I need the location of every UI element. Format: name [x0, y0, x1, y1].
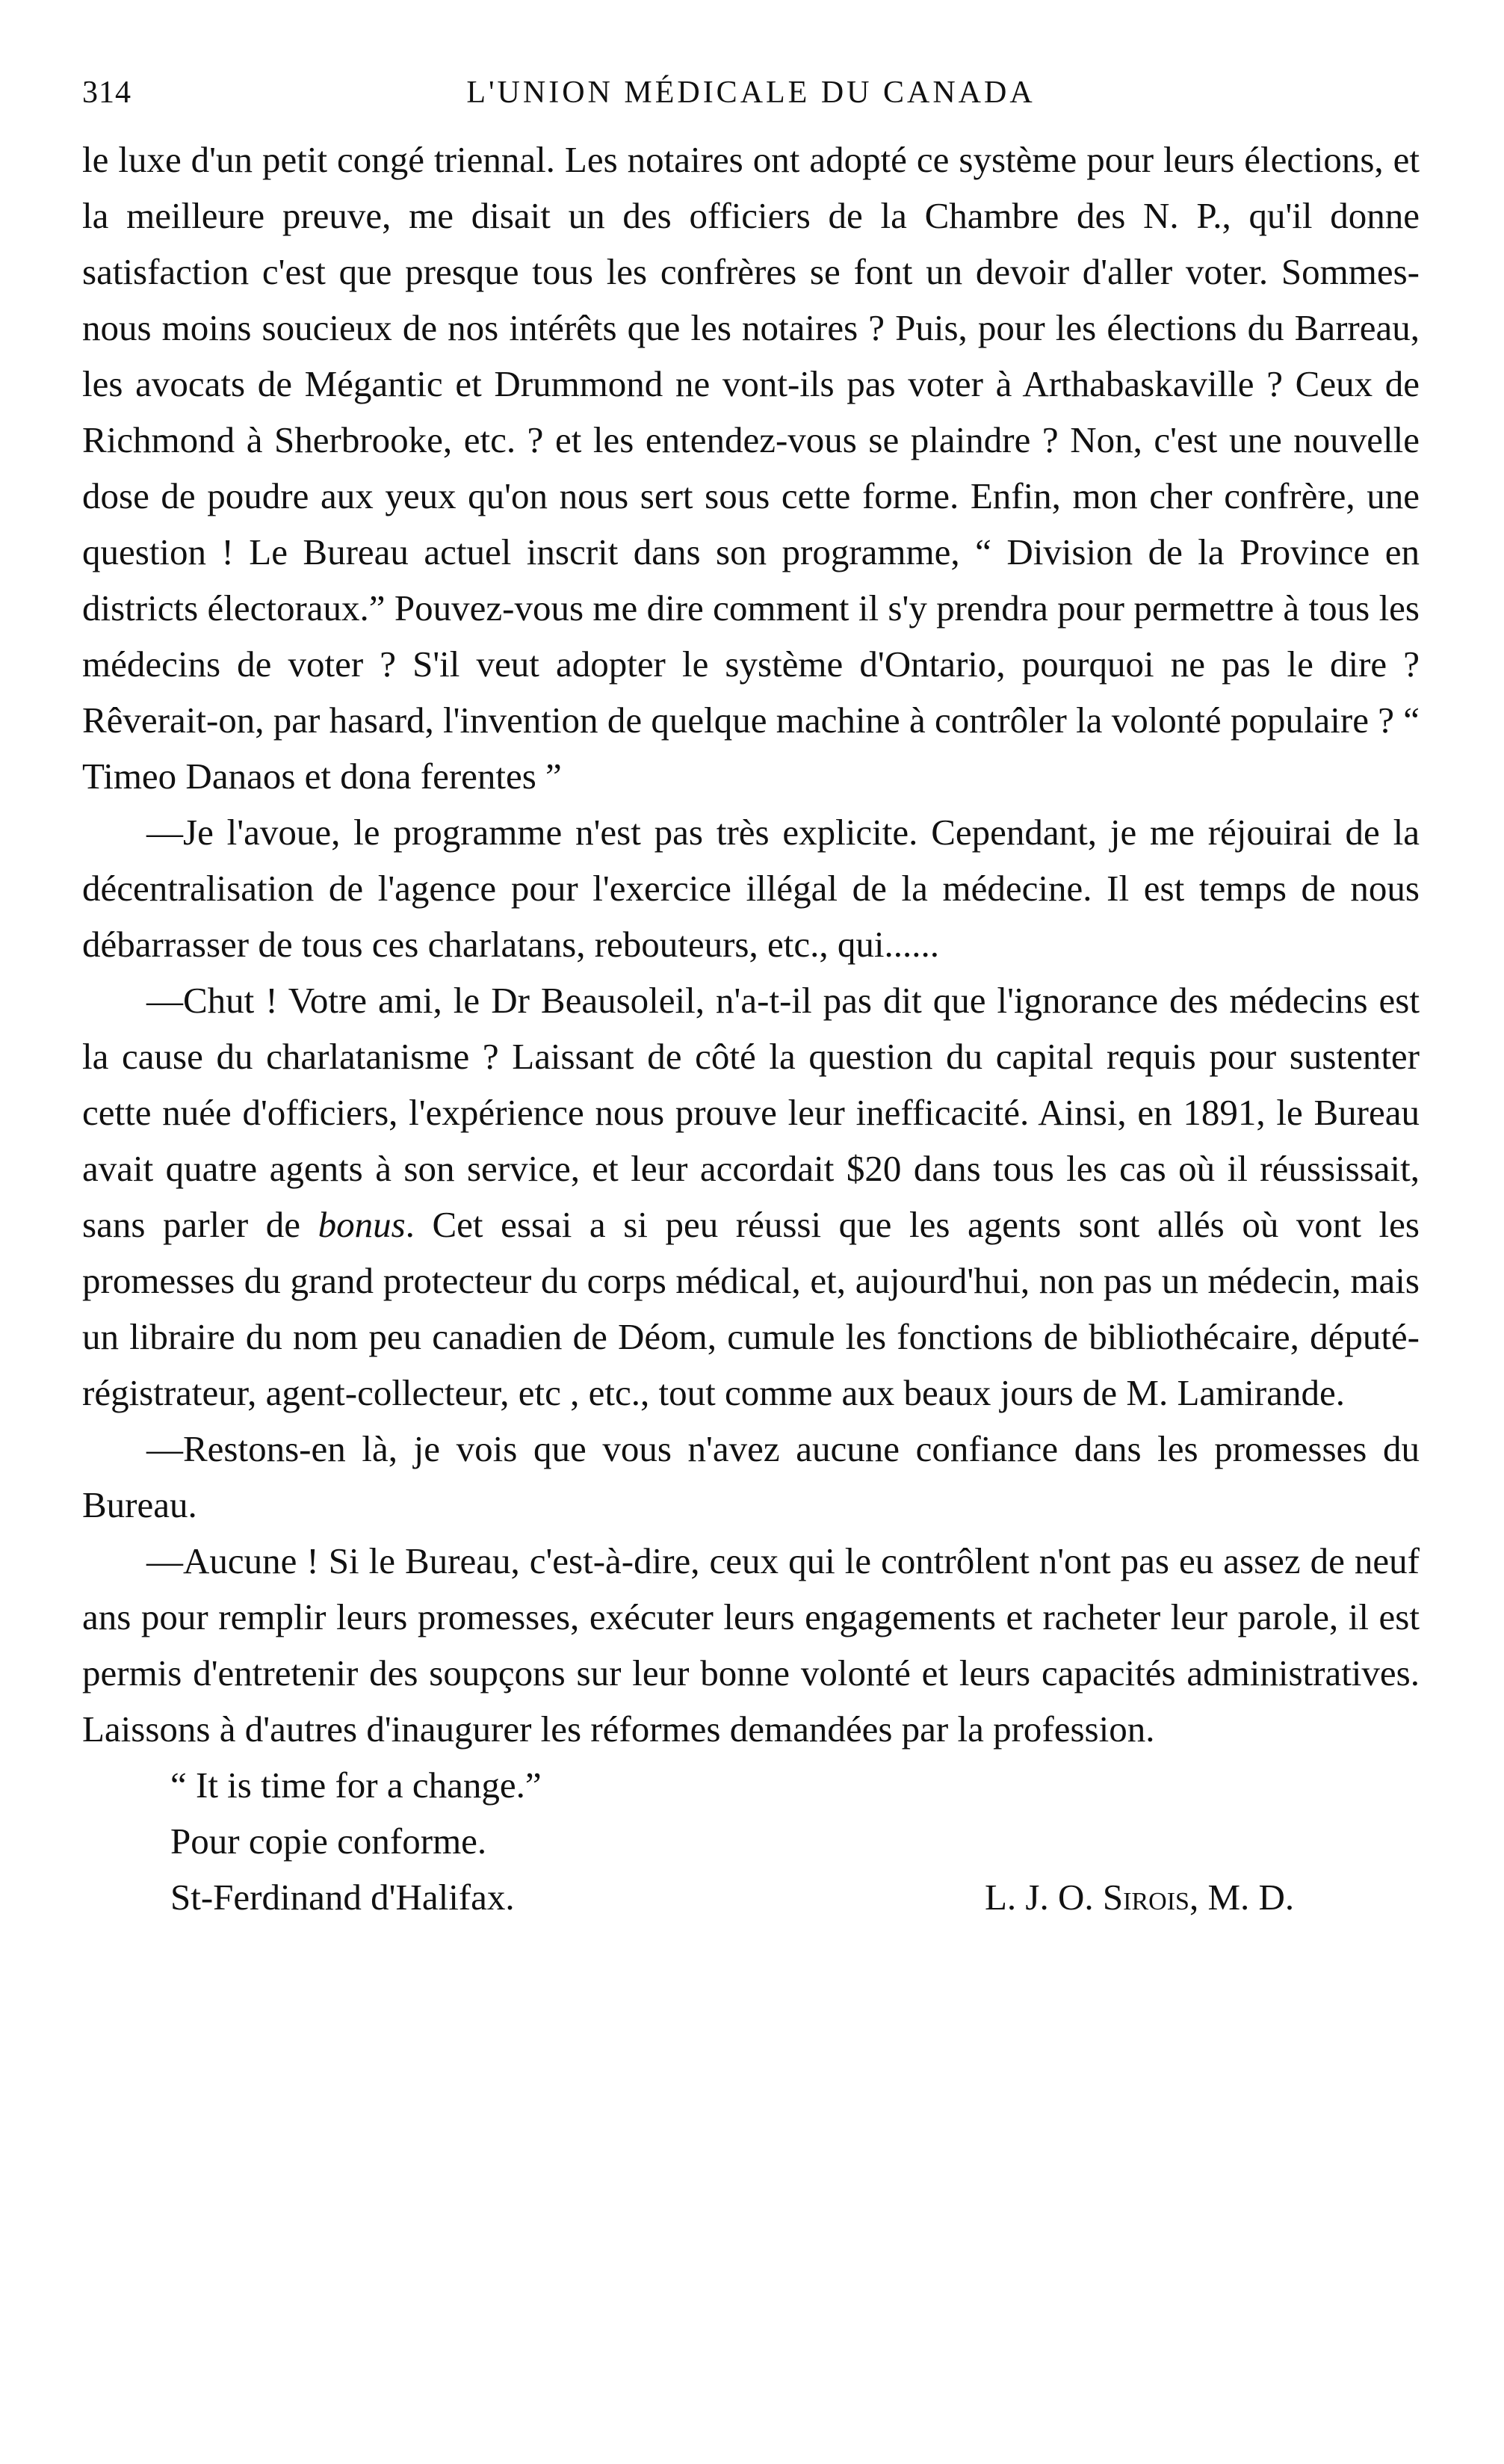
paragraph-3-text-after: . Cet essai a si peu réussi que les agents sont allés où vont les promesses du grand protecteur du corps médical, et, aujourd'hui, non pas un médecin, mais un libraire du nom peu canadien de Déom, cumule les fonctions de bibliothécaire, député-régistrateur, agent-collecteur, etc , etc., tout comme aux beaux jours de M. Lamirande. — [82, 1204, 1420, 1413]
paragraph-5: —Aucune ! Si le Bureau, c'est-à-dire, ceux qui le contrôlent n'ont pas eu assez de neuf ans pour remplir leurs promesses, exécuter leurs engagements et racheter leur parole, il est permis d'entretenir des soupçons sur leur bonne volonté et leurs capacités administratives. Laissons à d'autres d'inaugurer les réformes demandées par la profession. — [82, 1540, 1420, 1750]
paragraph-1: le luxe d'un petit congé triennal. Les notaires ont adopté ce système pour leurs élections, et la meilleure preuve, me disait un des officiers de la Chambre des N. P., qu'il donne satisfaction c'est que presque tous les confrères se font un devoir d'aller voter. Sommes-nous moins soucieux de nos intérêts que les notaires ? Puis, pour les élections du Barreau, les avocats de Mégantic et Drummond ne vont-ils pas voter à Arthabaskaville ? Ceux de Richmond à Sherbrooke, etc. ? et les entendez-vous se plaindre ? Non, c'est une nouvelle dose de poudre aux yeux qu'on nous sert sous cette forme. Enfin, mon cher confrère, une question ! Le Bureau actuel inscrit dans son programme, “ Division de la Province en districts électoraux.” Pouvez-vous me dire comment il s'y prendra pour permettre à tous les médecins de voter ? S'il veut adopter le système d'Ontario, pourquoi ne pas le dire ? Rêverait-on, par hasard, l'invention de quelque machine à contrôler la volonté populaire ? “ Timeo Danaos et dona ferentes ” — [82, 139, 1420, 797]
signature-suffix: , M. D. — [1189, 1877, 1295, 1918]
paragraph-3 — [82, 972, 1420, 1421]
signature-name — [985, 1869, 1294, 1925]
signature-line — [170, 1869, 1420, 1925]
article-body — [82, 132, 1420, 1925]
page-number: 314 — [82, 75, 131, 110]
paragraph-4: —Restons-en là, je vois que vous n'avez aucune confiance dans les promesses du Bureau. — [82, 1428, 1420, 1525]
italic-term-bonus: bonus — [318, 1204, 406, 1245]
running-header — [82, 75, 1420, 120]
signature-initials: L. J. O. — [985, 1877, 1094, 1918]
closing-quote: “ It is time for a change.” — [170, 1764, 542, 1806]
journal-title: L'UNION MÉDICALE DU CANADA — [466, 75, 1036, 110]
paragraph-2: —Je l'avoue, le programme n'est pas très explicite. Cependant, je me réjouirai de la décentralisation de l'agence pour l'exercice illégal de la médecine. Il est temps de nous débarrasser de tous ces charlatans, rebouteurs, etc., qui...... — [82, 812, 1420, 965]
paragraph-3-text-before: —Chut ! Votre ami, le Dr Beausoleil, n'a-t-il pas dit que l'ignorance des médecins est la cause du charlatanisme ? Laissant de côté la question du capital requis pour sustenter cette nuée d'officiers, l'expérience nous prouve leur inefficacité. Ainsi, en 1891, le Bureau avait quatre agents à son service, et leur accordait $20 dans tous les cas où il réussissait, sans parler de — [82, 980, 1420, 1245]
document-page — [82, 75, 1420, 1925]
signature-surname: Sirois — [1102, 1877, 1189, 1918]
copy-note: Pour copie conforme. — [170, 1821, 487, 1862]
signature-place: St-Ferdinand d'Halifax. — [170, 1877, 515, 1918]
